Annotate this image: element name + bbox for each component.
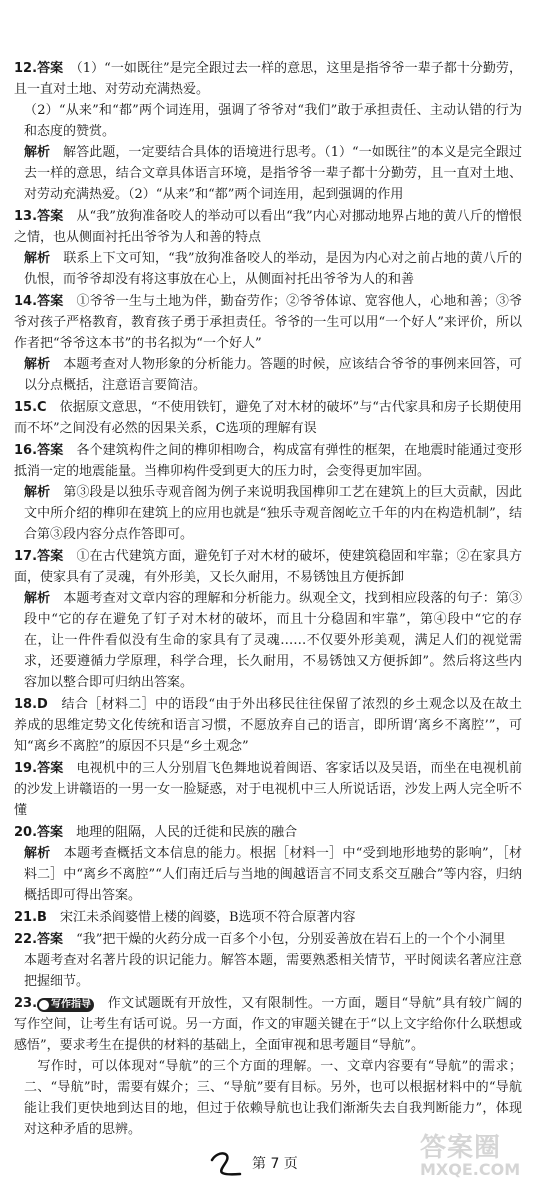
question-number: 14. (14, 294, 38, 309)
answer-text: 写作时，可以体现对“导航”的三个方面的理解。一、文章内容要有“导航”的需求；二、“导航”时，需要有媒介；三、“导航”要有目标。另外，也可以根据材料中的“导航能让我们更快地到达目的地，但过于依赖导航也让我们渐渐失去自我判断能力”，体现对这种矛盾的思辨。 (24, 1059, 522, 1137)
swirl-decoration-icon (206, 1150, 246, 1180)
question-18 (14, 694, 522, 757)
answer-tag: 答案 (37, 761, 64, 776)
question-14 (14, 291, 522, 396)
answer-tag: 答案 (37, 209, 64, 224)
watermark-text: 答案圈 (420, 1133, 502, 1163)
answer-tag: 答案 (37, 932, 64, 947)
question-number: 13. (14, 209, 38, 224)
analysis-text: 本题考查概括文本信息的能力。根据［材料一］中“受到地形地势的影响”，［材料二］中“离乡不离腔”“人们南迁后与当地的闽越语言不同支系交互融合”等内容，归纳概括即可得出答案。 (24, 846, 522, 903)
analysis-text: 解答此题，一定要结合具体的语境进行思考。（1）“一如既往”的本义是完全跟过去一样的意思，结合文章具体语言环境，是指爷爷一辈子都十分勤劳，且一直对土地、对劳动充满热爱。（2）“从来”和“都”两个词连用，起到强调的作用 (24, 145, 522, 202)
watermark-url: MXQE.COM (420, 1160, 521, 1179)
question-23 (14, 993, 522, 1140)
analysis-text: 联系上下文可知，“我”放狗准备咬人的举动，是因为内心对之前占地的黄八斤的仇恨，而爷爷却没有将这事放在心上，从侧面衬托出爷爷为人的和善 (24, 251, 522, 287)
answer-text: 地理的阻隔，人民的迁徙和民族的融合 (76, 825, 298, 840)
analysis-text: 本题考查对人物形象的分析能力。答题的时候，应该结合爷爷的事例来回答，可以分点概括，注意语言要简洁。 (24, 357, 522, 393)
answer-text: （2）“从来”和“都”两个词连用，强调了爷爷对“我们”敢于承担责任、主动认错的行为和态度的赞赏。 (24, 103, 522, 139)
answer-text: 依据原文意思，“不使用铁钉，避免了对木材的破坏”与“古代家具和房子长期使用而不坏”之间没有必然的因果关系，C选项的理解有误 (14, 400, 522, 436)
analysis-text: 第③段是以独乐寺观音阁为例子来说明我国榫卯工艺在建筑上的巨大贡献，因此文中所介绍的榫卯在建筑上的应用也就是“独乐寺观音阁屹立千年的内在构造机制”，结合第③段内容分点作答即可。 (24, 485, 522, 542)
question-21 (14, 907, 522, 928)
question-number: 15. (14, 400, 38, 415)
analysis-tag: 解析 (24, 485, 51, 500)
question-number: 16. (14, 443, 38, 458)
question-number: 19. (14, 761, 38, 776)
answer-tag: 答案 (37, 61, 64, 76)
answer-tag: 答案 (37, 443, 64, 458)
answer-text: 电视机中的三人分别眉飞色舞地说着闽语、客家话以及吴语，而坐在电视机前的沙发上讲赣语的一男一女一脸疑惑，对于电视机中三人所说话语，沙发上两人完全听不懂 (14, 761, 522, 818)
analysis-text: 本题考查对名著片段的识记能力。解答本题，需要熟悉相关情节，平时阅读名著应注意把握细节。 (24, 953, 522, 989)
analysis-tag: 解析 (24, 846, 51, 861)
question-12 (14, 58, 522, 205)
answer-text: 结合［材料二］中的语段“由于外出移民往往保留了浓烈的乡土观念以及在故土养成的思维定势文化传统和语言习惯，不愿放弃自己的语言，即所谓‘离乡不离腔’”，可知“离乡不离腔”的原因不只是“乡土观念” (14, 697, 522, 754)
question-number: 20. (14, 825, 38, 840)
question-20 (14, 822, 522, 906)
question-22 (14, 929, 522, 992)
question-19 (14, 758, 522, 821)
analysis-text: 本题考查对文章内容的理解和分析能力。纵观全文，找到相应段落的句子：第③段中“它的存在避免了钉子对木材的破坏，而且十分稳固和牢靠”，第④段中“它的存在，让一件件看似没有生命的家具有了灵魂……不仅要外形美观，满足人们的视觉需求，还要遵循力学原理，科学合理，长久耐用，不易锈蚀又方便拆卸”。然后将这些内容加以整合即可归纳出答案。 (24, 591, 522, 690)
choice-tag: D (37, 697, 48, 712)
answer-page (14, 58, 522, 1141)
writing-guide-label: 写作指导 (51, 999, 92, 1010)
analysis-tag: 解析 (24, 145, 51, 160)
answer-text: 从“我”放狗准备咬人的举动可以看出“我”内心对挪动地界占地的黄八斤的憎恨之情，也从侧面衬托出爷爷为人和善的特点 (14, 209, 522, 245)
page-number: 第 7 页 (252, 1156, 298, 1172)
question-number: 23. (14, 996, 38, 1011)
analysis-tag: 解析 (24, 591, 51, 606)
question-13 (14, 206, 522, 290)
question-16 (14, 440, 522, 545)
answer-text: 宋江未杀阎婆惜上楼的阎婆，B选项不符合原著内容 (59, 910, 356, 925)
question-number: 12. (14, 61, 38, 76)
answer-text: 各个建筑构件之间的榫卯相吻合，构成富有弹性的框架，在地震时能通过变形抵消一定的地震能量。当榫卯构件受到更大的压力时，会变得更加牢固。 (14, 443, 522, 479)
answer-tag: 答案 (37, 549, 64, 564)
question-15 (14, 397, 522, 439)
answer-tag: 答案 (37, 294, 64, 309)
watermark-logo (420, 1133, 532, 1194)
writing-guide-badge (37, 998, 94, 1012)
analysis-tag: 解析 (24, 251, 51, 266)
question-number: 17. (14, 549, 38, 564)
answer-text: ①在古代建筑方面，避免钉子对木材的破坏，使建筑稳固和牢靠；②在家具方面，使家具有了灵魂，有外形美，又长久耐用，不易锈蚀且方便拆卸 (14, 549, 522, 585)
question-number: 22. (14, 932, 38, 947)
answer-tag: 答案 (37, 825, 64, 840)
analysis-tag: 解析 (24, 357, 51, 372)
answer-text: 作文试题既有开放性，又有限制性。一方面，题目“导航”具有较广阔的写作空间，让考生有话可说。另一方面，作文的审题关键在于“以上文字给你什么联想或感悟”，要求考生在提供的材料的基础上，全面审视和思考题目“导航”。 (14, 996, 522, 1053)
question-number: 18. (14, 697, 38, 712)
answer-text: （1）“一如既往”是完全跟过去一样的意思，这里是指爷爷一辈子都十分勤劳，且一直对土地、对劳动充满热爱。 (14, 61, 522, 97)
choice-tag: B (37, 910, 47, 925)
question-17 (14, 546, 522, 693)
question-number: 21. (14, 910, 38, 925)
writing-guide-icon (39, 1000, 49, 1010)
answer-text: “我”把干燥的火药分成一百多个小包，分别妥善放在岩石上的一个个小洞里 (76, 932, 506, 947)
answer-text: ①爷爷一生与土地为伴，勤奋劳作；②爷爷体谅、宽容他人，心地和善；③爷爷对孩子严格教育，教育孩子勇于承担责任。爷爷的一生可以用“一个好人”来评价，所以作者把“爷爷这本书”的书名拟为“一个好人” (14, 294, 522, 351)
choice-tag: C (37, 400, 47, 415)
